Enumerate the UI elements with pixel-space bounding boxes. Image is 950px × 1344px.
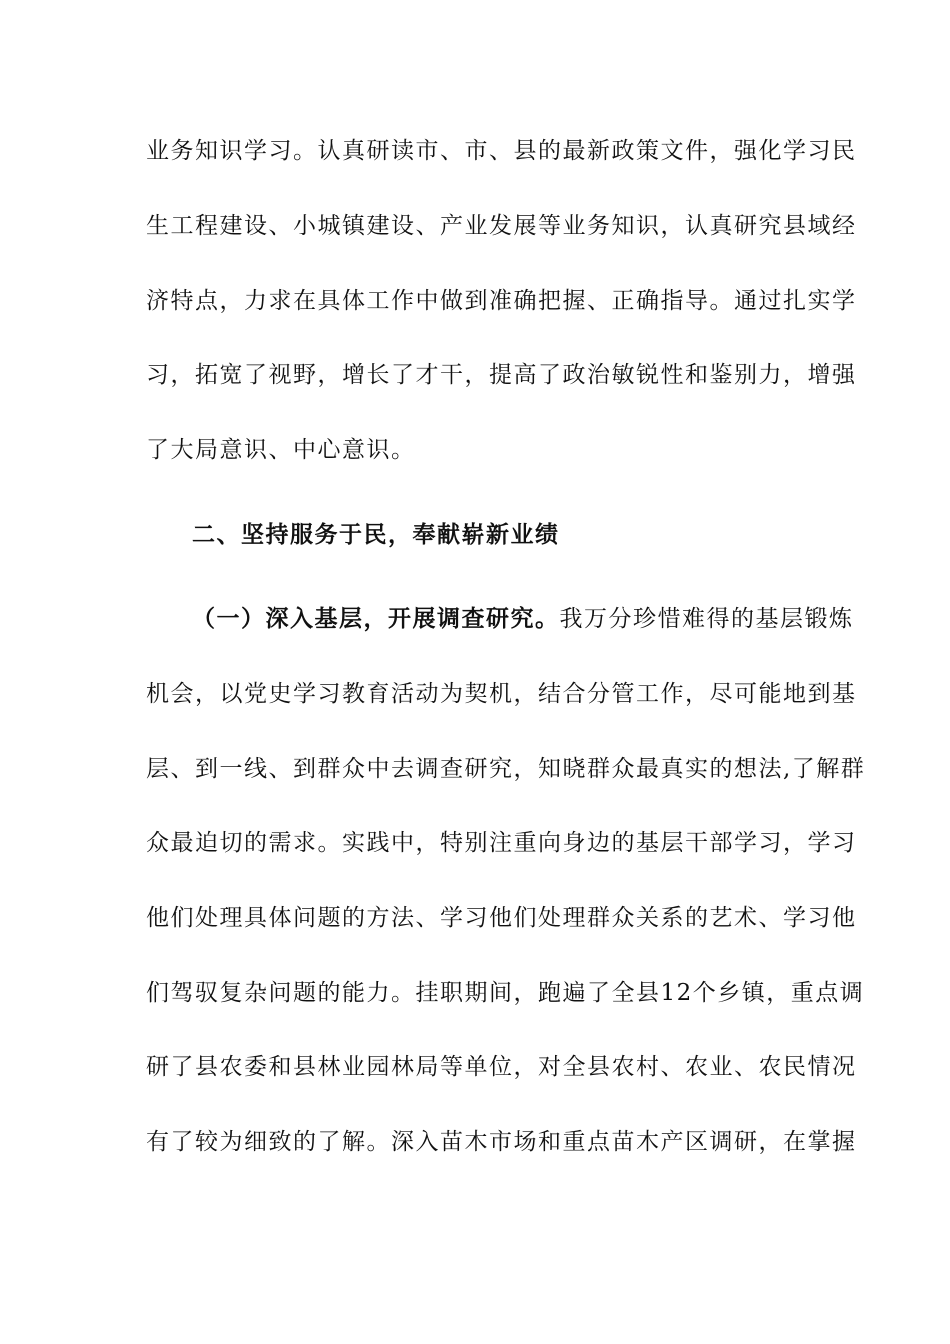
paragraph-line: 们驾驭复杂问题的能力。挂职期间，跑遍了全县12个乡镇，重点调 <box>146 980 865 1006</box>
subsection-first-line <box>192 604 852 634</box>
paragraph-line: 生工程建设、小城镇建设、产业发展等业务知识，认真研究县域经 <box>146 213 857 239</box>
paragraph-line: 研了县农委和县林业园林局等单位，对全县农村、农业、农民情况 <box>146 1054 857 1080</box>
paragraph-line: 众最迫切的需求。实践中，特别注重向身边的基层干部学习，学习 <box>146 830 857 856</box>
paragraph-line: 了大局意识、中心意识。 <box>146 437 416 463</box>
paragraph-line: 济特点，力求在具体工作中做到准确把握、正确指导。通过扎实学 <box>146 288 857 314</box>
paragraph-line: 机会，以党史学习教育活动为契机，结合分管工作，尽可能地到基 <box>146 681 857 707</box>
paragraph-line: 有了较为细致的了解。深入苗木市场和重点苗木产区调研，在掌握 <box>146 1129 857 1155</box>
paragraph-line: 他们处理具体问题的方法、学习他们处理群众关系的艺术、学习他 <box>146 905 857 931</box>
paragraph-line: 层、到一线、到群众中去调查研究，知晓群众最真实的想法,了解群 <box>146 756 866 782</box>
subsection-title: （一）深入基层，开展调查研究。 <box>192 605 560 632</box>
paragraph-line: 业务知识学习。认真研读市、市、县的最新政策文件，强化学习民 <box>146 138 857 164</box>
section-heading: 二、坚持服务于民，奉献崭新业绩 <box>192 521 560 548</box>
subsection-first-line-text: 我万分珍惜难得的基层锻炼 <box>559 606 854 632</box>
paragraph-line: 习，拓宽了视野，增长了才干，提高了政治敏锐性和鉴别力，增强 <box>146 362 857 388</box>
